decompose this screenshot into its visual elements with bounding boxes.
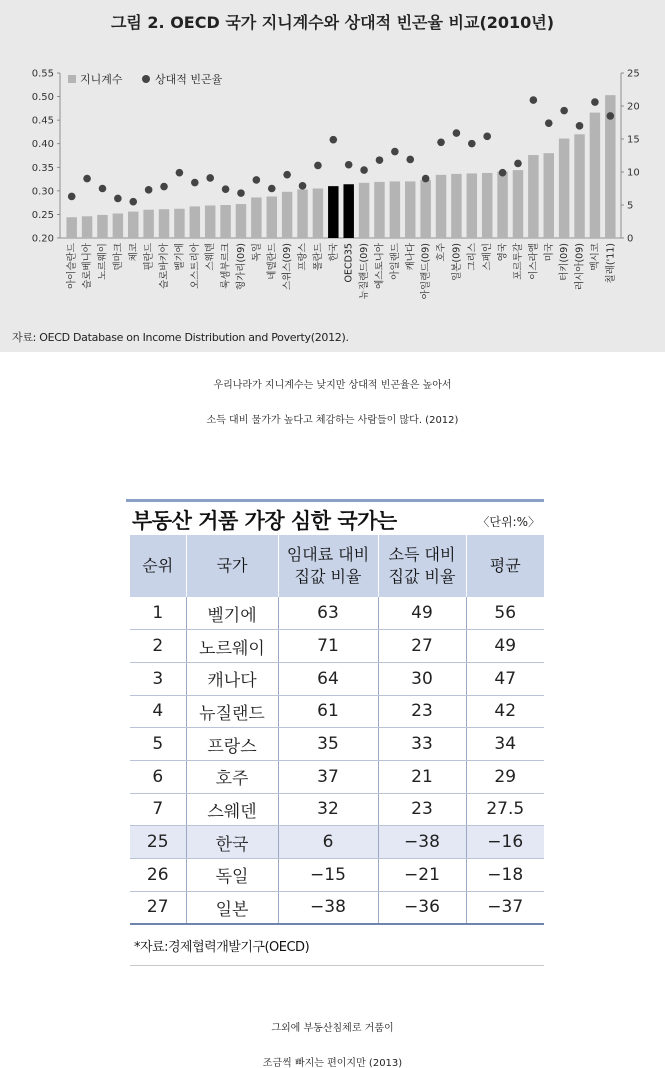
category-label: 미국 (543, 243, 555, 262)
table-cell: 56 (466, 597, 544, 630)
table-cell: 23 (378, 695, 466, 728)
table-cell: 캐나다 (186, 662, 278, 695)
poverty-dot (591, 98, 599, 106)
category-label: 캐나다 (405, 243, 417, 271)
category-label: 그리스 (466, 243, 478, 271)
category-label: 호주 (436, 243, 448, 262)
rank-table (130, 535, 544, 925)
poverty-dot (468, 140, 476, 148)
gini-bar (190, 206, 200, 238)
gini-bar (82, 216, 92, 238)
table-header-cell: 순위 (130, 535, 186, 597)
poverty-dot (237, 189, 245, 197)
table-row (130, 630, 544, 663)
category-label: 포르투갈 (512, 243, 524, 280)
poverty-dot (206, 174, 214, 182)
gini-bar (390, 181, 400, 238)
category-label: 독일 (251, 243, 263, 262)
category-label: 슬로베니아 (82, 243, 94, 289)
table-cell: 64 (278, 662, 378, 695)
table-cell: 49 (466, 630, 544, 663)
category-label: 네델란드 (266, 243, 278, 280)
gini-bar (113, 213, 123, 238)
table-cell: 33 (378, 728, 466, 761)
table-cell: 3 (130, 662, 186, 695)
gini-bar (282, 192, 292, 238)
poverty-dot (545, 119, 553, 127)
table-cell: 61 (278, 695, 378, 728)
table-bottom-rule (130, 965, 544, 966)
table-cell: 독일 (186, 859, 278, 892)
table-cell: 29 (466, 760, 544, 793)
table-cell: −16 (466, 826, 544, 859)
category-label: 영국 (497, 243, 509, 262)
category-label: 프랑스 (297, 243, 309, 271)
table-cell: 23 (378, 793, 466, 826)
left-tick-label: 0.30 (31, 186, 54, 198)
table-row (130, 891, 544, 924)
right-tick-label: 15 (627, 134, 640, 146)
left-tick-label: 0.50 (31, 92, 54, 104)
chart-source: 자료: OECD Database on Income Distribution and Poverty(2012). (12, 331, 349, 344)
poverty-dot (268, 185, 276, 193)
poverty-dot (129, 198, 137, 206)
legend-circle-marker (142, 75, 150, 83)
table-cell: 63 (278, 597, 378, 630)
table-row (130, 760, 544, 793)
poverty-dot (483, 133, 491, 141)
table-cell: 49 (378, 597, 466, 630)
table-header-cell: 소득 대비 집값 비율 (378, 535, 466, 597)
table-cell: 한국 (186, 826, 278, 859)
poverty-dot (283, 171, 291, 179)
table-cell: 27 (130, 891, 186, 924)
table-cell: 4 (130, 695, 186, 728)
table-cell: −38 (278, 891, 378, 924)
category-label: 이스라엘 (528, 243, 540, 280)
poverty-dot (514, 160, 522, 168)
table-cell: 26 (130, 859, 186, 892)
gini-bar (451, 174, 461, 238)
gini-bar (143, 210, 153, 238)
table-cell: 2 (130, 630, 186, 663)
table-cell: −21 (378, 859, 466, 892)
legend-square-marker (68, 75, 76, 83)
table-cell: 71 (278, 630, 378, 663)
gini-bar (236, 204, 246, 238)
gini-bar (251, 197, 261, 238)
poverty-dot (437, 139, 445, 147)
table-cell: −36 (378, 891, 466, 924)
chart-title: 그림 2. OECD 국가 지니계수와 상대적 빈곤율 비교(2010년) (110, 13, 555, 32)
right-tick-label: 10 (627, 167, 640, 179)
table-row (130, 695, 544, 728)
poverty-dot (360, 166, 368, 174)
gini-bar (174, 209, 184, 238)
right-tick-label: 20 (627, 101, 640, 113)
chart-panel (0, 0, 665, 352)
gini-bar (513, 170, 523, 238)
category-label: 스웨덴 (205, 243, 217, 271)
poverty-dot (222, 185, 230, 193)
category-label: 룩셈부르크 (220, 242, 232, 289)
category-label: 스페인 (482, 243, 494, 271)
table-row (130, 597, 544, 630)
poverty-dot (330, 136, 338, 144)
gini-bar (559, 139, 569, 238)
poverty-dot (83, 175, 91, 183)
poverty-dot (176, 169, 184, 177)
poverty-dot (391, 148, 399, 156)
gini-bar (497, 172, 507, 238)
table-cell: 35 (278, 728, 378, 761)
table-cell: 5 (130, 728, 186, 761)
poverty-dot (422, 175, 430, 183)
caption-line-1: 우리나라가 지니계수는 낮지만 상대적 빈곤율은 높아서 (213, 380, 452, 391)
poverty-dot (499, 169, 507, 177)
table-cell: 27.5 (466, 793, 544, 826)
table-cell: 47 (466, 662, 544, 695)
gini-bar (328, 186, 338, 238)
gini-bar (420, 180, 430, 238)
table-row (130, 662, 544, 695)
category-label: 오스트리아 (189, 243, 201, 289)
table-cell: 프랑스 (186, 728, 278, 761)
category-label: 체코 (128, 243, 140, 262)
table-cell: −38 (378, 826, 466, 859)
category-label: OECD35 (343, 243, 355, 283)
table-cell: 벨기에 (186, 597, 278, 630)
table-cell: 6 (130, 760, 186, 793)
category-label: 뉴질랜드(09) (359, 243, 371, 300)
gini-bar (590, 113, 600, 238)
poverty-dot (576, 122, 584, 130)
gini-bar (374, 182, 384, 238)
table-header-cell: 평균 (466, 535, 544, 597)
right-tick-label: 5 (627, 200, 634, 212)
poverty-dot (145, 186, 153, 194)
category-label: 노르웨이 (97, 243, 109, 280)
poverty-dot (99, 185, 107, 193)
right-tick-label: 0 (627, 233, 634, 245)
category-label: 헝가리(09) (235, 243, 247, 291)
right-tick-label: 25 (627, 68, 640, 80)
gini-bar (528, 155, 538, 238)
left-tick-label: 0.25 (31, 209, 54, 221)
gini-bar (97, 215, 107, 238)
poverty-dot (299, 182, 307, 190)
category-label: 폴란드 (312, 243, 324, 271)
gini-bar (482, 173, 492, 238)
gini-bar (343, 184, 353, 238)
poverty-dot (607, 112, 615, 120)
table-cell: −37 (466, 891, 544, 924)
legend-label-poverty: 상대적 빈곤율 (155, 73, 223, 86)
left-tick-label: 0.20 (31, 233, 54, 245)
table-header-cell: 국가 (186, 535, 278, 597)
gini-bar (205, 205, 215, 238)
table-cell: 일본 (186, 891, 278, 924)
caption-line-3: 그외에 부동산침체로 거품이 (271, 1023, 394, 1034)
table-row (130, 728, 544, 761)
category-label: 핀란드 (143, 243, 155, 271)
table-cell: 32 (278, 793, 378, 826)
gini-bar (359, 183, 369, 238)
table-source: *자료:경제협력개발기구(OECD) (134, 940, 310, 955)
gini-bar (297, 189, 307, 238)
category-label: 아이슬란드 (66, 243, 78, 289)
gini-bar (220, 205, 230, 238)
category-label: 터키(09) (559, 243, 571, 281)
table-cell: 42 (466, 695, 544, 728)
table-cell: 뉴질랜드 (186, 695, 278, 728)
poverty-dot (530, 96, 538, 104)
poverty-dot (253, 176, 261, 184)
poverty-dot (406, 156, 414, 164)
gini-bar (159, 209, 169, 238)
table-row (130, 826, 544, 859)
gini-bar (467, 173, 477, 238)
poverty-dot (376, 156, 384, 164)
table-cell: 스웨덴 (186, 793, 278, 826)
table-cell: 호주 (186, 760, 278, 793)
category-label: 덴마크 (112, 243, 124, 271)
category-label: 멕시코 (589, 243, 601, 271)
gini-bar (436, 175, 446, 238)
caption-line-4: 조금씩 빠지는 편이지만 (2013) (262, 1058, 403, 1068)
chart-svg (0, 0, 665, 352)
poverty-dot (191, 179, 199, 187)
table-cell: 7 (130, 793, 186, 826)
poverty-dot (560, 107, 568, 115)
left-tick-label: 0.45 (31, 115, 54, 127)
table-cell: −18 (466, 859, 544, 892)
table-body (130, 597, 544, 924)
table-cell: 21 (378, 760, 466, 793)
table-row (130, 793, 544, 826)
category-label: 벨기에 (174, 243, 186, 271)
table-cell: 34 (466, 728, 544, 761)
table-cell: 노르웨이 (186, 630, 278, 663)
gini-bar (267, 197, 277, 238)
table-cell: 1 (130, 597, 186, 630)
table-header-row (130, 535, 544, 597)
left-tick-label: 0.40 (31, 139, 54, 151)
gini-bar (66, 217, 76, 238)
category-label: 아일랜드(09) (420, 243, 432, 300)
gini-bar (544, 153, 554, 238)
category-label: 칠레('11) (605, 243, 617, 284)
left-tick-label: 0.35 (31, 162, 54, 174)
table-cell: 25 (130, 826, 186, 859)
category-label: 일본(09) (451, 243, 463, 281)
poverty-dot (345, 161, 353, 169)
category-label: 에스토니아 (374, 243, 386, 289)
table-row (130, 859, 544, 892)
table-cell: −15 (278, 859, 378, 892)
table-cell: 6 (278, 826, 378, 859)
poverty-dot (314, 162, 322, 170)
table-header-cell: 임대료 대비 집값 비율 (278, 535, 378, 597)
table-cell: 30 (378, 662, 466, 695)
category-label: 스위스(09) (282, 243, 294, 291)
table-title: 부동산 거품 가장 심한 국가는 (132, 509, 397, 533)
legend-label-gini: 지니계수 (80, 73, 123, 86)
poverty-dot (160, 183, 168, 191)
poverty-dot (453, 129, 461, 137)
poverty-dot (68, 193, 76, 201)
gini-bar (128, 212, 138, 238)
category-label: 슬로바키아 (159, 243, 171, 289)
table-top-rule (126, 499, 544, 502)
poverty-dot (114, 195, 122, 203)
category-label: 러시아(09) (574, 243, 586, 291)
gini-bar (405, 181, 415, 238)
table-cell: 27 (378, 630, 466, 663)
gini-bar (574, 134, 584, 238)
category-label: 한국 (328, 243, 340, 262)
table-cell: 37 (278, 760, 378, 793)
gini-bar (313, 189, 323, 239)
left-tick-label: 0.55 (31, 68, 54, 80)
caption-line-2: 소득 대비 물가가 높다고 체감하는 사람들이 많다. (2012) (206, 415, 459, 426)
table-unit: 〈단위:%〉 (477, 515, 540, 529)
category-label: 아일랜드 (389, 243, 401, 280)
